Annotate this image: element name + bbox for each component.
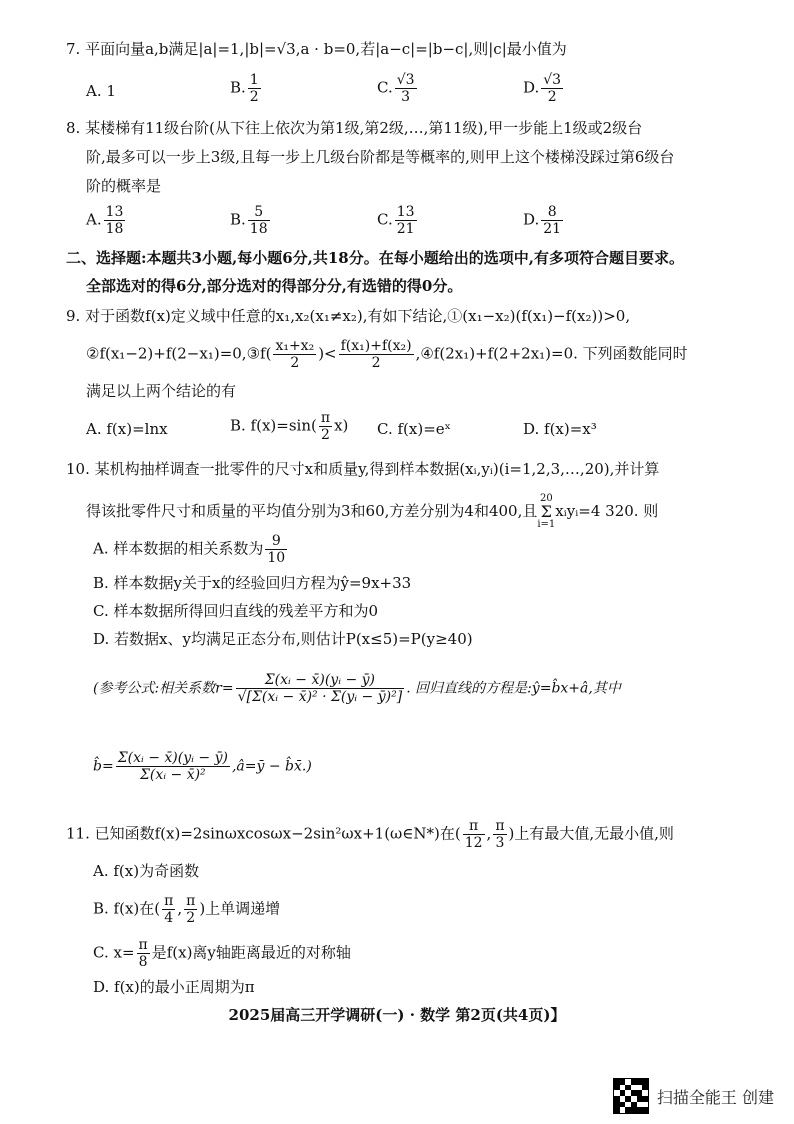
q7-option-b: B. $\frac{1}{2}$ bbox=[230, 72, 259, 105]
q8-option-a: A. $\frac{13}{18}$ bbox=[86, 204, 124, 237]
q11-option-c: C. x= $\frac{\pi}{8}$ 是f(x)离y轴距离最近的对称轴 bbox=[93, 937, 351, 970]
q8-line-3: 阶的概率是 bbox=[86, 177, 162, 195]
q11-option-a: A. f(x)为奇函数 bbox=[93, 862, 200, 880]
q9-option-a: A. f(x)=lnx bbox=[86, 420, 168, 438]
q7-stem: 7. 平面向量a,b满足|a|=1,|b|=√3,a · b=0,若|a−c|=|b−c|,则|c|最小值为 bbox=[66, 40, 567, 58]
q9-option-d: D. f(x)=x³ bbox=[523, 420, 597, 438]
q7-option-c: C. $\frac{√3}{3}$ bbox=[377, 72, 415, 105]
section-2-note: 全部选对的得6分,部分选对的得部分分,有选错的得0分。 bbox=[86, 277, 463, 295]
q8-line-2: 阶,最多可以一步上3级,且每一步上几级台阶都是等概率的,则甲上这个楼梯没踩过第6级台 bbox=[86, 148, 675, 166]
q10-option-c: C. 样本数据所得回归直线的残差平方和为0 bbox=[93, 602, 379, 620]
q8-option-c: C. $\frac{13}{21}$ bbox=[377, 204, 415, 237]
q8-line-1: 8. 某楼梯有11级台阶(从下往上依次为第1级,第2级,…,第11级),甲一步能上1级或2级台 bbox=[66, 119, 643, 137]
qr-code-icon bbox=[613, 1078, 649, 1114]
q9-line-2: ②f(x₁−2)+f(2−x₁)=0,③f( $\frac{\text{x₁+x₂}}{2}$ )< $\frac{\text{f(x₁)+f(x₂)}}{2}$ ,④f(2x₁)+f(2+2x₁)=0. 下列函数能同时 bbox=[86, 338, 688, 371]
q7-option-a: A. 1 bbox=[86, 82, 116, 100]
q8-option-b: B. $\frac{5}{18}$ bbox=[230, 204, 268, 237]
scanner-watermark bbox=[613, 1078, 774, 1114]
q9-line-3: 满足以上两个结论的有 bbox=[86, 382, 237, 400]
q10-option-b: B. 样本数据y关于x的经验回归方程为ŷ=9x+33 bbox=[93, 574, 412, 592]
q9-line-1: 9. 对于函数f(x)定义域中任意的x₁,x₂(x₁≠x₂),有如下结论,①(x₁−x₂)(f(x₁)−f(x₂))>0, bbox=[66, 307, 631, 325]
section-2-heading: 二、选择题:本题共3小题,每小题6分,共18分。在每小题给出的选项中,有多项符合题目要求。 bbox=[66, 249, 684, 267]
q11-stem: 11. 已知函数f(x)=2sinωxcosωx−2sin²ωx+1(ω∈N*)在( $\frac{\pi}{12}$ , $\frac{\pi}{3}$ )上有最大值,无最小值,则 bbox=[66, 818, 674, 851]
q10-option-d: D. 若数据x、y均满足正态分布,则估计P(x≤5)=P(y≥40) bbox=[93, 630, 473, 648]
q10-line-1: 10. 某机构抽样调查一批零件的尺寸x和质量y,得到样本数据(xᵢ,yᵢ)(i=1,2,3,…,20),并计算 bbox=[66, 460, 660, 478]
q8-option-d: D. $\frac{8}{21}$ bbox=[523, 204, 562, 237]
q9-option-b: B. f(x)=sin( $\frac{\pi}{2}$ x) bbox=[230, 410, 349, 443]
q9-option-c: C. f(x)=eˣ bbox=[377, 420, 451, 438]
q11-option-d: D. f(x)的最小正周期为π bbox=[93, 978, 255, 996]
q10-line-2: 得该批零件尺寸和质量的平均值分别为3和60,方差分别为4和400,且20 Σ i=1xᵢyᵢ=4 320. 则 bbox=[86, 493, 659, 530]
watermark-text: 扫描全能王 创建 bbox=[656, 1087, 774, 1107]
q11-option-b: B. f(x)在( $\frac{\pi}{4}$ , $\frac{\pi}{2}$ )上单调递增 bbox=[93, 893, 281, 926]
q10-reference-formula-2: b̂= $\frac{\text{Σ(xᵢ − x̄)(yᵢ − ȳ)}}{\text{Σ(xᵢ − x̄)²}}$ ,â=ȳ − b̂x̄.) bbox=[93, 750, 312, 783]
q10-option-a: A. 样本数据的相关系数为 $\frac{9}{10}$ bbox=[93, 533, 286, 566]
q7-option-d: D. $\frac{√3}{2}$ bbox=[523, 72, 562, 105]
page-footer: 2025届高三开学调研(一) · 数学 第2页(共4页)】 bbox=[228, 1006, 566, 1024]
q10-reference-formula-1: (参考公式:相关系数r= $\frac{\text{Σ(xᵢ − x̄)(yᵢ − ȳ)}}{\text{√[Σ(xᵢ − x̄)² · Σ(yᵢ − ȳ)²]}}$ . 回归直线的方程是:ŷ=b̂x+â,其中 bbox=[93, 672, 621, 705]
